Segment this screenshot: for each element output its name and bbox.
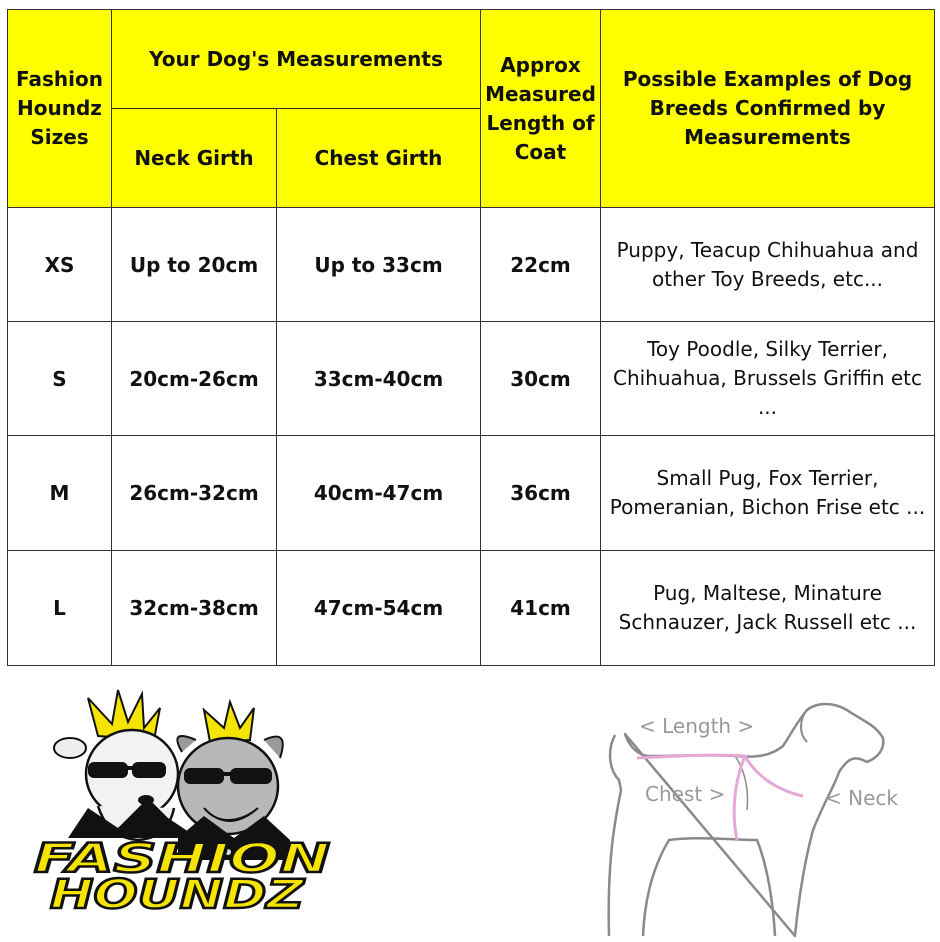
coat-cell: 41cm bbox=[481, 551, 601, 666]
neck-cell: 32cm-38cm bbox=[112, 551, 277, 666]
chest-cell: 47cm-54cm bbox=[277, 551, 481, 666]
fashion-houndz-logo bbox=[28, 688, 338, 916]
coat-cell: 22cm bbox=[481, 208, 601, 322]
header-coat: Approx Measured Length of Coat bbox=[481, 10, 601, 208]
size-cell: M bbox=[8, 436, 112, 551]
neck-cell: 26cm-32cm bbox=[112, 436, 277, 551]
breeds-cell: Toy Poodle, Silky Terrier, Chihuahua, Brussels Griffin etc ... bbox=[601, 322, 935, 436]
table-row bbox=[8, 322, 935, 436]
chest-cell: 33cm-40cm bbox=[277, 322, 481, 436]
header-size: Fashion Houndz Sizes bbox=[8, 10, 112, 208]
table-row bbox=[8, 436, 935, 551]
header-breeds: Possible Examples of Dog Breeds Confirmed by Measurements bbox=[601, 10, 935, 208]
chest-label: Chest > bbox=[645, 782, 726, 806]
breeds-cell: Pug, Maltese, Minature Schnauzer, Jack Russell etc ... bbox=[601, 551, 935, 666]
neck-label: < Neck bbox=[825, 786, 898, 810]
chest-cell: Up to 33cm bbox=[277, 208, 481, 322]
size-cell: XS bbox=[8, 208, 112, 322]
table-row bbox=[8, 551, 935, 666]
size-cell: L bbox=[8, 551, 112, 666]
logo-line2: HOUNDZ bbox=[50, 872, 306, 916]
neck-cell: 20cm-26cm bbox=[112, 322, 277, 436]
breeds-cell: Puppy, Teacup Chihuahua and other Toy Breeds, etc... bbox=[601, 208, 935, 322]
coat-cell: 30cm bbox=[481, 322, 601, 436]
size-chart-table bbox=[7, 9, 935, 666]
length-label: < Length > bbox=[639, 714, 755, 738]
dog-measurement-diagram bbox=[585, 690, 920, 938]
header-neck: Neck Girth bbox=[112, 109, 277, 208]
table-row bbox=[8, 208, 935, 322]
size-cell: S bbox=[8, 322, 112, 436]
breeds-cell: Small Pug, Fox Terrier, Pomeranian, Bichon Frise etc ... bbox=[601, 436, 935, 551]
neck-cell: Up to 20cm bbox=[112, 208, 277, 322]
chest-cell: 40cm-47cm bbox=[277, 436, 481, 551]
coat-cell: 36cm bbox=[481, 436, 601, 551]
header-chest: Chest Girth bbox=[277, 109, 481, 208]
logo-line1: FASHION bbox=[34, 836, 330, 882]
header-measurements: Your Dog's Measurements bbox=[112, 10, 481, 109]
